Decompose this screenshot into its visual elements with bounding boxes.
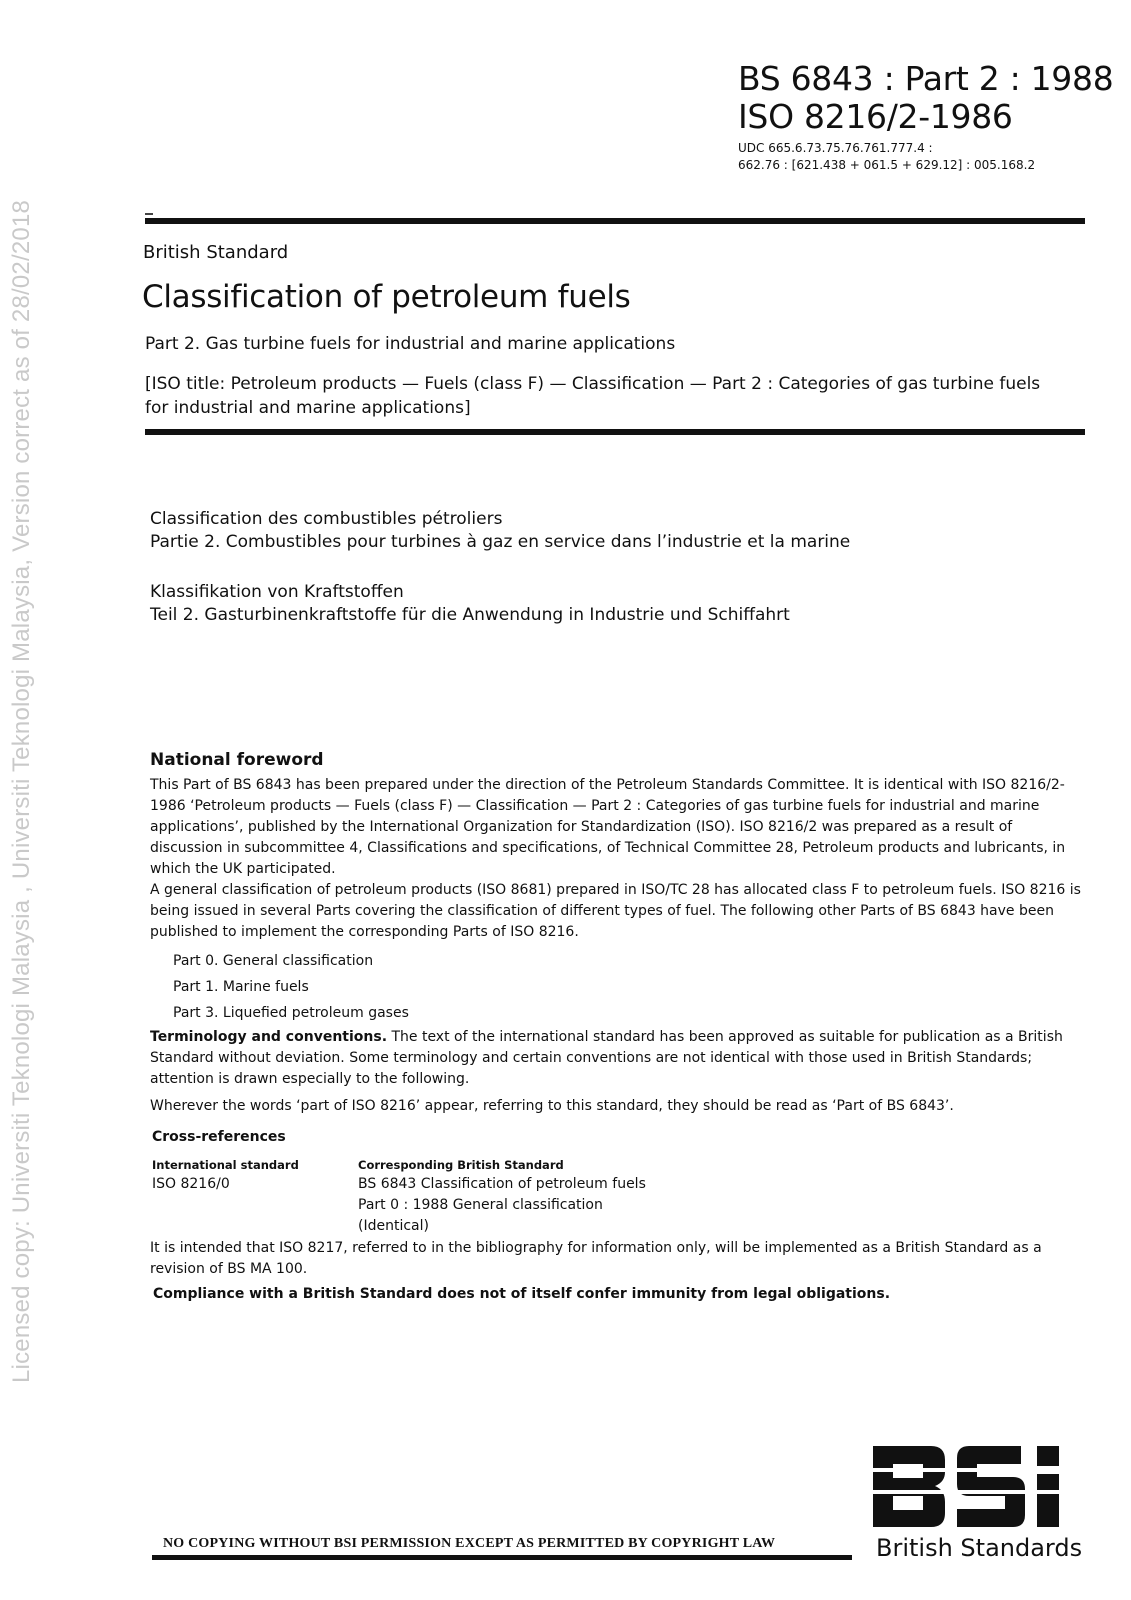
foreword-paragraph-1: This Part of BS 6843 has been prepared under the direction of the Petroleum Standards Committee. It is identical with ISO 8216/2-1986 ‘Petroleum products — Fuels (class F) — Classification — Part 2 : Categories of gas turbine fuels for industrial and marine applications’, published by the International Organization for Standardization (ISO). ISO 8216/2 was prepared as a result of discussion in subcommittee 4, Classifications and specifications, of Technical Committee 28, Petroleum products and lubricants, in which the UK participated.	[150, 777, 1066, 877]
iso-title: [ISO title: Petroleum products — Fuels (class F) — Classification — Part 2 : Categories of gas turbine fuels for industrial and marine applications]	[145, 374, 1041, 418]
copyright-notice: NO COPYING WITHOUT BSI PERMISSION EXCEPT AS PERMITTED BY COPYRIGHT LAW	[163, 1536, 776, 1551]
bsi-caption: British Standards	[876, 1534, 1083, 1562]
license-watermark: Licensed copy: Universiti Teknologi Malaysia , Universiti Teknologi Malaysia, Version correct as of 28/02/2018	[8, 199, 35, 1383]
bsi-logo	[873, 1446, 1078, 1527]
small-dash	[145, 213, 153, 215]
intended-paragraph: It is intended that ISO 8217, referred to in the bibliography for information only, will be implemented as a British Standard as a revision of BS MA 100.	[150, 1240, 1042, 1277]
xref-bs-line-1: BS 6843 Classification of petroleum fuels	[358, 1176, 646, 1192]
french-title: Classification des combustibles pétroliers	[150, 509, 503, 529]
foreword-paragraph-2: A general classification of petroleum products (ISO 8681) prepared in ISO/TC 28 has allocated class F to petroleum fuels. ISO 8216 is being issued in several Parts covering the classification of different types of fuel. The following other Parts of BS 6843 have been published to implement the corresponding Parts of ISO 8216.	[150, 882, 1081, 940]
german-part: Teil 2. Gasturbinenkraftstoffe für die Anwendung in Industrie und Schiffahrt	[150, 605, 790, 625]
udc-line-2: 662.76 : [621.438 + 061.5 + 629.12] : 005.168.2	[738, 158, 1036, 172]
document-title: Classification of petroleum fuels	[142, 279, 631, 315]
compliance-statement: Compliance with a British Standard does not of itself confer immunity from legal obligations.	[153, 1286, 891, 1302]
document-type-label: British Standard	[143, 242, 289, 263]
footer-rule	[152, 1555, 852, 1560]
title-rule	[145, 429, 1085, 435]
list-item: Part 1. Marine fuels	[173, 979, 309, 995]
terminology-text: The text of the international standard has been approved as suitable for publication as a British Standard without deviation. Some terminology and certain conventions are not identical with those used in British Standards; attention is drawn especially to the following.	[150, 1029, 1063, 1087]
xref-bs-line-3: (Identical)	[358, 1218, 429, 1234]
list-item: Part 0. General classification	[173, 953, 374, 969]
standard-number: BS 6843 : Part 2 : 1988	[738, 59, 1114, 98]
cross-references-heading: Cross-references	[152, 1129, 286, 1145]
terminology-lead: Terminology and conventions.	[150, 1029, 388, 1045]
header-rule	[145, 218, 1085, 224]
french-part: Partie 2. Combustibles pour turbines à gaz en service dans l’industrie et la marine	[150, 532, 851, 552]
xref-iso-cell: ISO 8216/0	[152, 1176, 230, 1192]
xref-column-header-british: Corresponding British Standard	[358, 1158, 564, 1172]
foreword-heading: National foreword	[150, 750, 324, 770]
iso-number: ISO 8216/2-1986	[738, 97, 1013, 136]
terminology-paragraph	[150, 1027, 1085, 1090]
xref-column-header-international: International standard	[152, 1158, 299, 1172]
document-subtitle: Part 2. Gas turbine fuels for industrial and marine applications	[145, 334, 676, 354]
list-item: Part 3. Liquefied petroleum gases	[173, 1005, 409, 1021]
wherever-paragraph: Wherever the words ‘part of ISO 8216’ appear, referring to this standard, they should be read as ‘Part of BS 6843’.	[150, 1098, 954, 1114]
xref-bs-line-2: Part 0 : 1988 General classification	[358, 1197, 603, 1213]
udc-line-1: UDC 665.6.73.75.76.761.777.4 :	[738, 141, 933, 155]
german-title: Klassifikation von Kraftstoffen	[150, 582, 404, 602]
